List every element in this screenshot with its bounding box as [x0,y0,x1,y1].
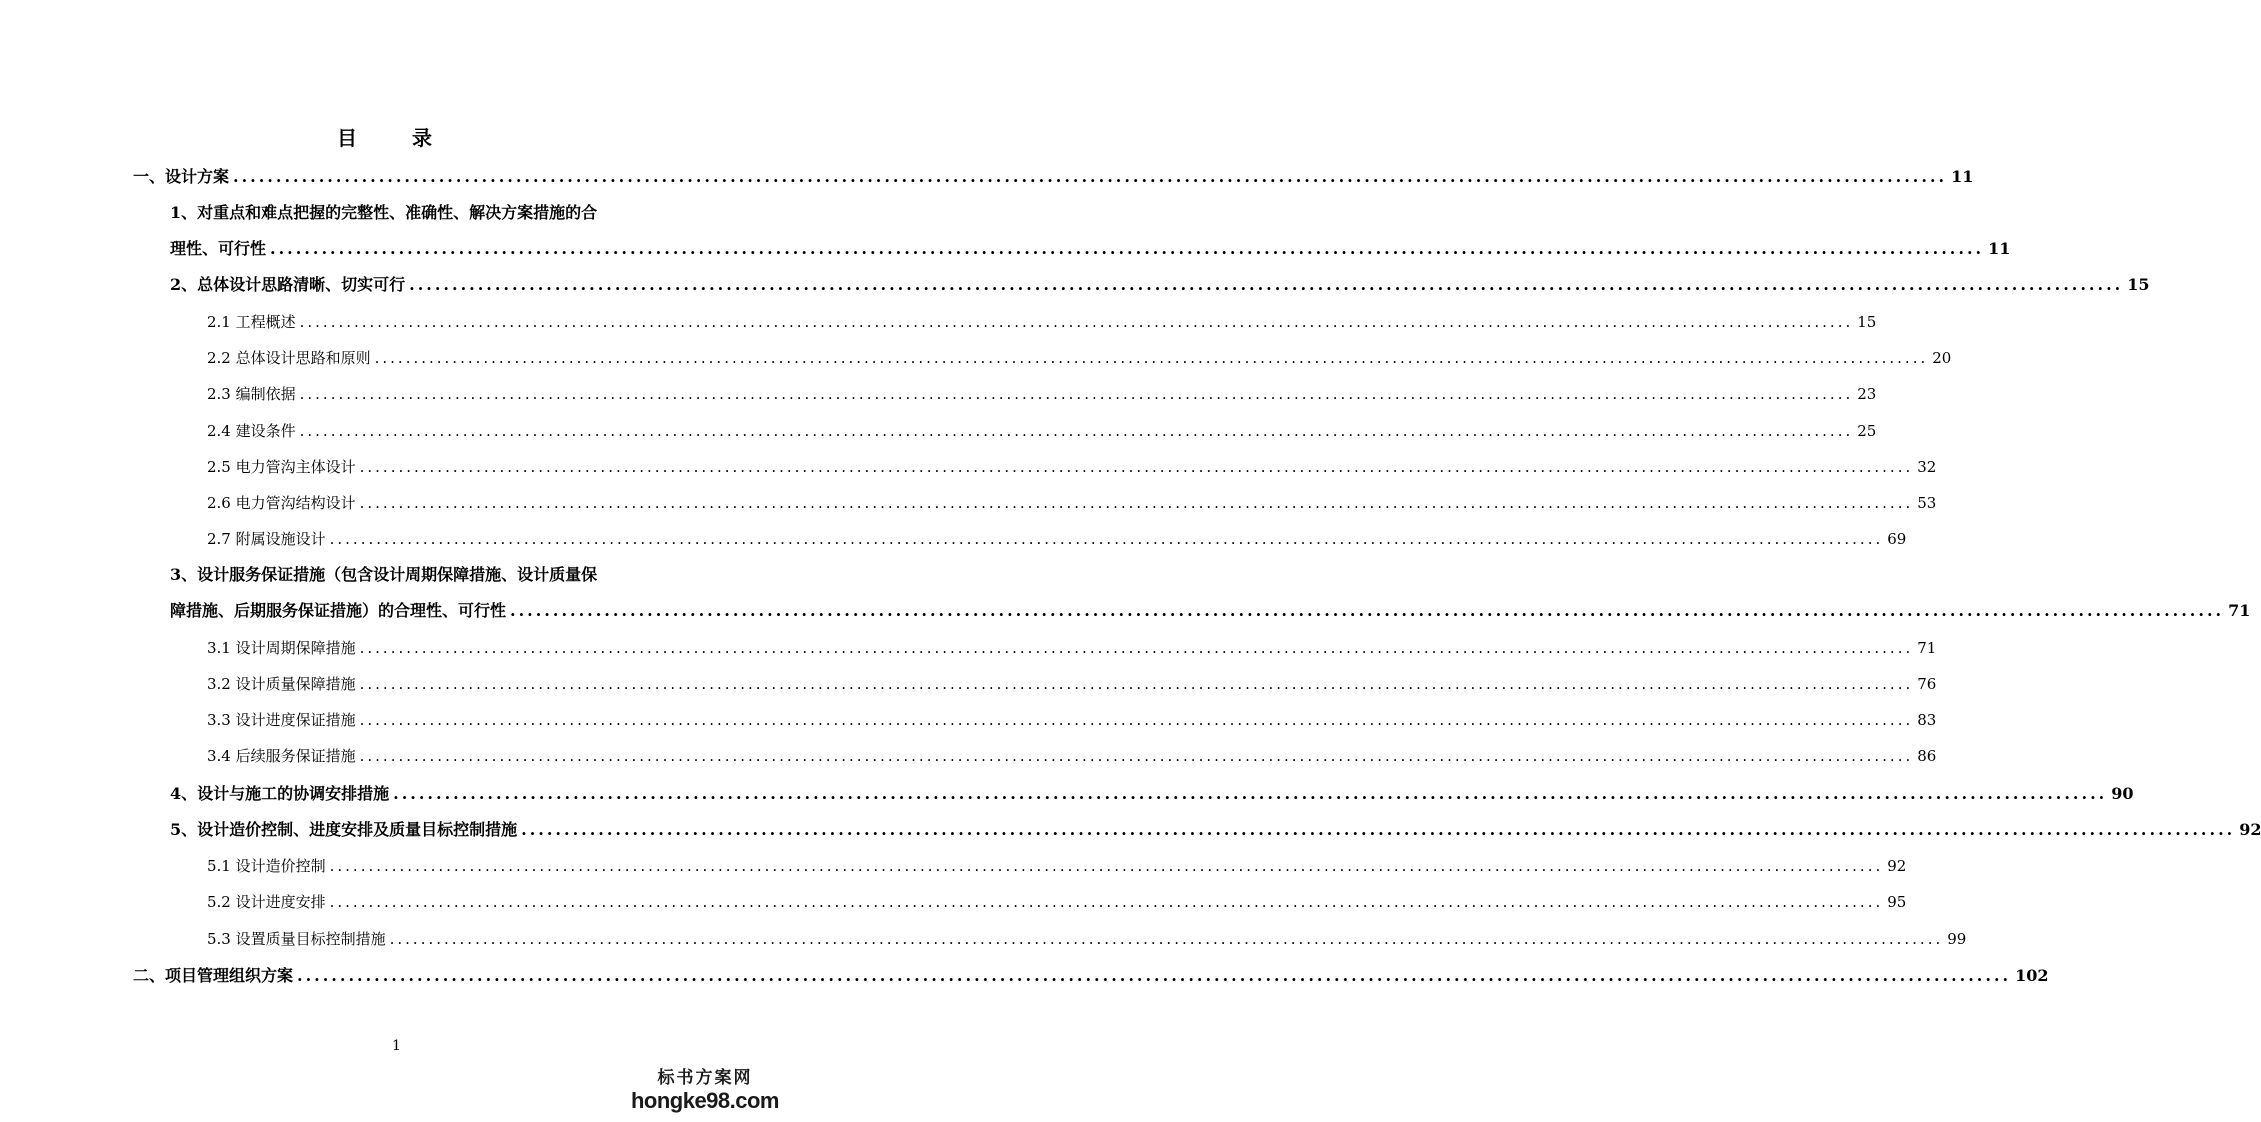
toc-label: 理性、可行性 [170,239,267,258]
toc-page-number: 83 [1917,711,1937,729]
toc-page-number: 53 [1917,494,1937,512]
toc-page-number: 102 [2015,966,2049,985]
toc-entry-18[interactable] [207,852,1907,880]
dot-leader: ........................................................................................................................................................................................................ [393,784,2108,803]
toc-page-number: 25 [1857,422,1877,440]
toc-page-number: 90 [2111,784,2134,803]
toc-page-number: 11 [1988,239,2011,258]
toc-entry-16[interactable] [170,780,2134,808]
toc-page-number: 15 [2127,275,2150,294]
toc-entry-14[interactable] [207,706,1937,734]
toc-label: 二、项目管理组织方案 [133,966,294,985]
dot-leader: ........................................................................................................................................................................................................ [359,675,1914,693]
toc-entry-19[interactable] [207,888,1907,916]
toc-entry-17[interactable] [170,816,2261,844]
toc-label: 2.2 总体设计思路和原则 [207,349,371,367]
toc-label: 2.3 编制依据 [207,385,296,403]
dot-leader: ........................................................................................................................................................................................................ [297,966,2012,985]
toc-label: 2.7 附属设施设计 [207,530,326,548]
dot-leader: ........................................................................................................................................................................................................ [299,385,1854,403]
toc-page-number: 99 [1947,930,1967,948]
dot-leader: ........................................................................................................................................................................................................ [359,458,1914,476]
toc-label: 2.4 建设条件 [207,422,296,440]
toc-label: 一、设计方案 [133,167,230,186]
toc-page-number: 71 [2228,601,2251,620]
dot-leader: ........................................................................................................................................................................................................ [329,530,1884,548]
toc-entry-12[interactable] [207,634,1937,662]
toc-entry-8[interactable] [207,453,1937,481]
dot-leader: ........................................................................................................................................................................................................ [359,711,1914,729]
toc-page-number: 76 [1917,675,1937,693]
page-number: 1 [392,1038,401,1054]
toc-entry-21[interactable] [133,962,2049,990]
toc-title: 目 录 [337,126,456,150]
dot-leader: ........................................................................................................................................................................................................ [359,747,1914,765]
toc-page-number: 71 [1917,639,1937,657]
toc-entry-2-line1[interactable]: 1、对重点和难点把握的完整性、准确性、解决方案措施的合 [170,203,598,222]
dot-leader: ........................................................................................................................................................................................................ [233,167,1948,186]
toc-entry-4[interactable] [207,308,1877,336]
toc-label: 3.1 设计周期保障措施 [207,639,356,657]
toc-label: 4、设计与施工的协调安排措施 [170,784,390,803]
toc-page-number: 92 [2239,820,2261,839]
watermark-url: hongke98.com [630,1088,779,1113]
toc-entry-13[interactable] [207,670,1937,698]
toc-label: 3.3 设计进度保证措施 [207,711,356,729]
toc-page-number: 15 [1857,313,1877,331]
toc-entry-15[interactable] [207,742,1937,770]
dot-leader: ........................................................................................................................................................................................................ [521,820,2236,839]
dot-leader: ........................................................................................................................................................................................................ [270,239,1985,258]
dot-leader: ........................................................................................................................................................................................................ [359,639,1914,657]
toc-entry-20[interactable] [207,925,1967,953]
toc-label: 5、设计造价控制、进度安排及质量目标控制措施 [170,820,518,839]
toc-label: 5.3 设置质量目标控制措施 [207,930,386,948]
toc-entry-10[interactable] [207,525,1907,553]
toc-label: 2.6 电力管沟结构设计 [207,494,356,512]
toc-label: 2.1 工程概述 [207,313,296,331]
toc-entry-1[interactable] [133,163,1974,191]
toc-label: 3.4 后续服务保证措施 [207,747,356,765]
toc-page-number: 92 [1887,857,1907,875]
toc-label: 5.1 设计造价控制 [207,857,326,875]
dot-leader: ........................................................................................................................................................................................................ [329,893,1884,911]
dot-leader: ........................................................................................................................................................................................................ [329,857,1884,875]
toc-label: 2.5 电力管沟主体设计 [207,458,356,476]
dot-leader: ........................................................................................................................................................................................................ [389,930,1944,948]
toc-entry-7[interactable] [207,417,1877,445]
toc-entry-2[interactable] [170,235,2011,263]
toc-label: 3.2 设计质量保障措施 [207,675,356,693]
toc-page-number: 32 [1917,458,1937,476]
dot-leader: ........................................................................................................................................................................................................ [510,601,2225,620]
toc-entry-3[interactable] [170,271,2150,299]
toc-page-number: 69 [1887,530,1907,548]
toc-label: 5.2 设计进度安排 [207,893,326,911]
toc-entry-6[interactable] [207,380,1877,408]
toc-entry-11-line1[interactable]: 3、设计服务保证措施（包含设计周期保障措施、设计质量保 [170,565,598,584]
watermark-logo [631,1063,779,1114]
toc-entry-5[interactable] [207,344,1952,372]
watermark-name: 标书方案网 [657,1068,753,1087]
toc-page-number: 86 [1917,747,1937,765]
dot-leader: ........................................................................................................................................................................................................ [409,275,2124,294]
toc-page-number: 20 [1932,349,1952,367]
toc-entry-11[interactable] [170,597,2251,625]
toc-page-number: 23 [1857,385,1877,403]
dot-leader: ........................................................................................................................................................................................................ [299,422,1854,440]
dot-leader: ........................................................................................................................................................................................................ [359,494,1914,512]
toc-page-number: 11 [1951,167,1974,186]
toc-entry-9[interactable] [207,489,1937,517]
toc-page-number: 95 [1887,893,1907,911]
dot-leader: ........................................................................................................................................................................................................ [299,313,1854,331]
dot-leader: ........................................................................................................................................................................................................ [374,349,1929,367]
toc-label: 障措施、后期服务保证措施）的合理性、可行性 [170,601,507,620]
toc-label: 2、总体设计思路清晰、切实可行 [170,275,406,294]
